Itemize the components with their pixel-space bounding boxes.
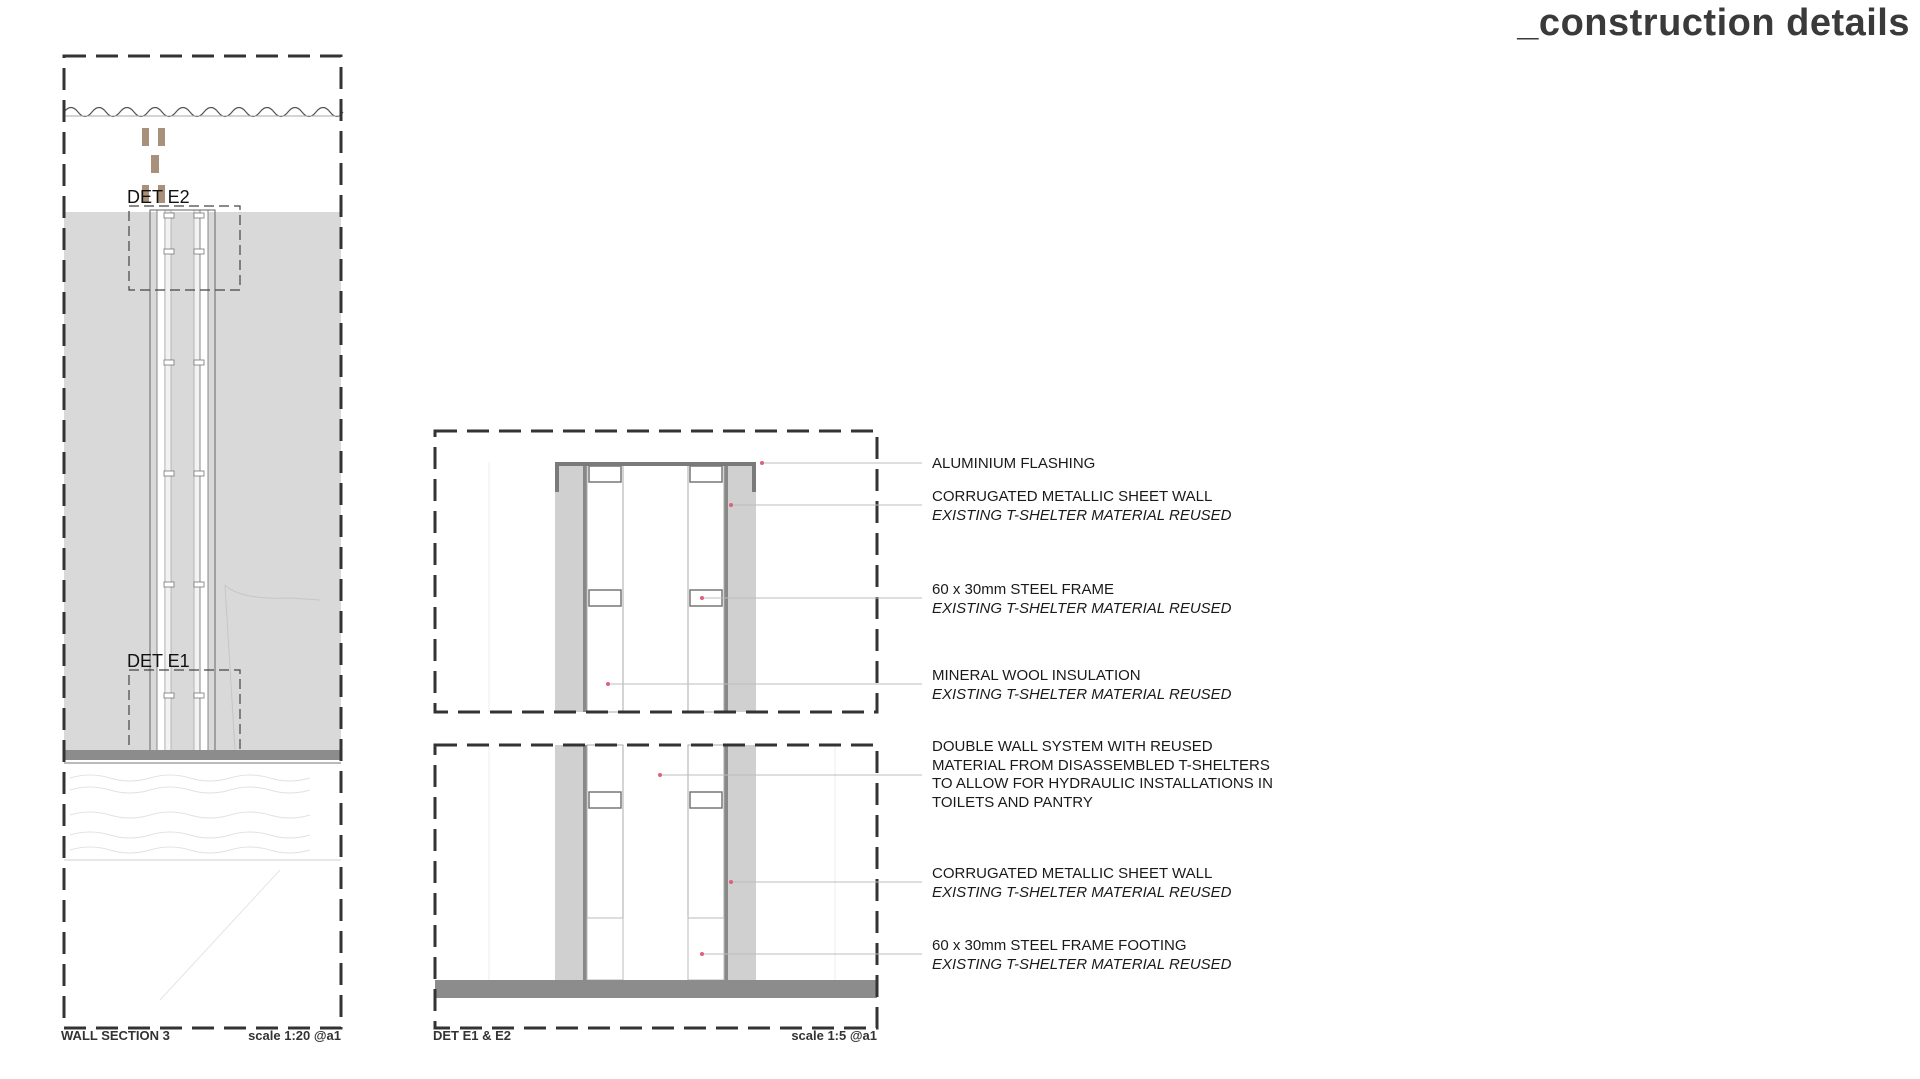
annotation-label: MATERIAL FROM DISASSEMBLED T-SHELTERS: [932, 757, 1270, 774]
floor-slab: [435, 980, 877, 998]
annotation-label: MINERAL WOOL INSULATION: [932, 667, 1141, 684]
annotation-label: TO ALLOW FOR HYDRAULIC INSTALLATIONS IN: [932, 775, 1273, 792]
metal-sheet-left: [555, 463, 583, 712]
construction-guides: [489, 462, 835, 980]
steel-frame-top-left: [589, 466, 621, 482]
metal-sheet-right: [728, 745, 756, 981]
annotation-label: CORRUGATED METALLIC SHEET WALL: [932, 488, 1213, 505]
wall-section-scale: scale 1:20 @a1: [248, 1028, 341, 1043]
metal-sheet-left: [555, 745, 583, 981]
det-e2-tag: DET E2: [127, 187, 190, 207]
steel-frame-mid-left: [589, 590, 621, 606]
ground-strata: [64, 775, 341, 1000]
detail-e2: [555, 462, 756, 712]
annotation-label: ALUMINIUM FLASHING: [932, 455, 1096, 472]
annotation-label: CORRUGATED METALLIC SHEET WALL: [932, 865, 1213, 882]
detail-scale: scale 1:5 @a1: [791, 1028, 877, 1043]
annotation-sublabel: EXISTING T-SHELTER MATERIAL REUSED: [932, 686, 1232, 703]
frame-cavity-right: [688, 463, 724, 712]
annotation-sublabel: EXISTING T-SHELTER MATERIAL REUSED: [932, 600, 1232, 617]
detail-caption: DET E1 & E2: [433, 1028, 512, 1043]
detail-e1: [435, 745, 877, 998]
leader-dot: [729, 503, 733, 507]
annotation-sublabel: EXISTING T-SHELTER MATERIAL REUSED: [932, 956, 1232, 973]
frame-cavity-right: [688, 745, 724, 981]
leader-dot: [700, 596, 704, 600]
leader-dot: [658, 773, 662, 777]
annotation-label: 60 x 30mm STEEL FRAME FOOTING: [932, 937, 1187, 954]
frame-edge-left: [583, 745, 587, 981]
annotation-label: TOILETS AND PANTRY: [932, 794, 1093, 811]
flashing-drip-left: [555, 462, 559, 492]
aluminium-flashing: [555, 462, 756, 466]
annotation-label: DOUBLE WALL SYSTEM WITH REUSED: [932, 738, 1213, 755]
leader-dot: [729, 880, 733, 884]
detail-e1-e2: [433, 431, 877, 1043]
frame-cavity-left: [587, 745, 623, 981]
steel-frame-left: [589, 792, 621, 808]
detail-e2-frame: [435, 431, 877, 712]
page-title: _construction details: [1517, 2, 1910, 44]
steel-frame-top-right: [690, 466, 722, 482]
frame-edge-left: [583, 463, 587, 712]
roof-wave-line: [64, 108, 343, 117]
frame-cavity-left: [587, 463, 623, 712]
annotation-sublabel: EXISTING T-SHELTER MATERIAL REUSED: [932, 884, 1232, 901]
wall-section-caption: WALL SECTION 3: [61, 1028, 170, 1043]
leader-dot: [760, 461, 764, 465]
frame-edge-right: [724, 463, 728, 712]
annotation-label: 60 x 30mm STEEL FRAME: [932, 581, 1114, 598]
flashing-drip-right: [752, 462, 756, 492]
wall-section-3: [61, 56, 343, 1043]
leader-dot: [700, 952, 704, 956]
leader-dot: [606, 682, 610, 686]
annotation-sublabel: EXISTING T-SHELTER MATERIAL REUSED: [932, 507, 1232, 524]
frame-edge-right: [724, 745, 728, 981]
steel-frame-right: [690, 792, 722, 808]
floor-slab: [64, 750, 341, 760]
metal-sheet-right: [728, 463, 756, 712]
det-e1-tag: DET E1: [127, 651, 190, 671]
